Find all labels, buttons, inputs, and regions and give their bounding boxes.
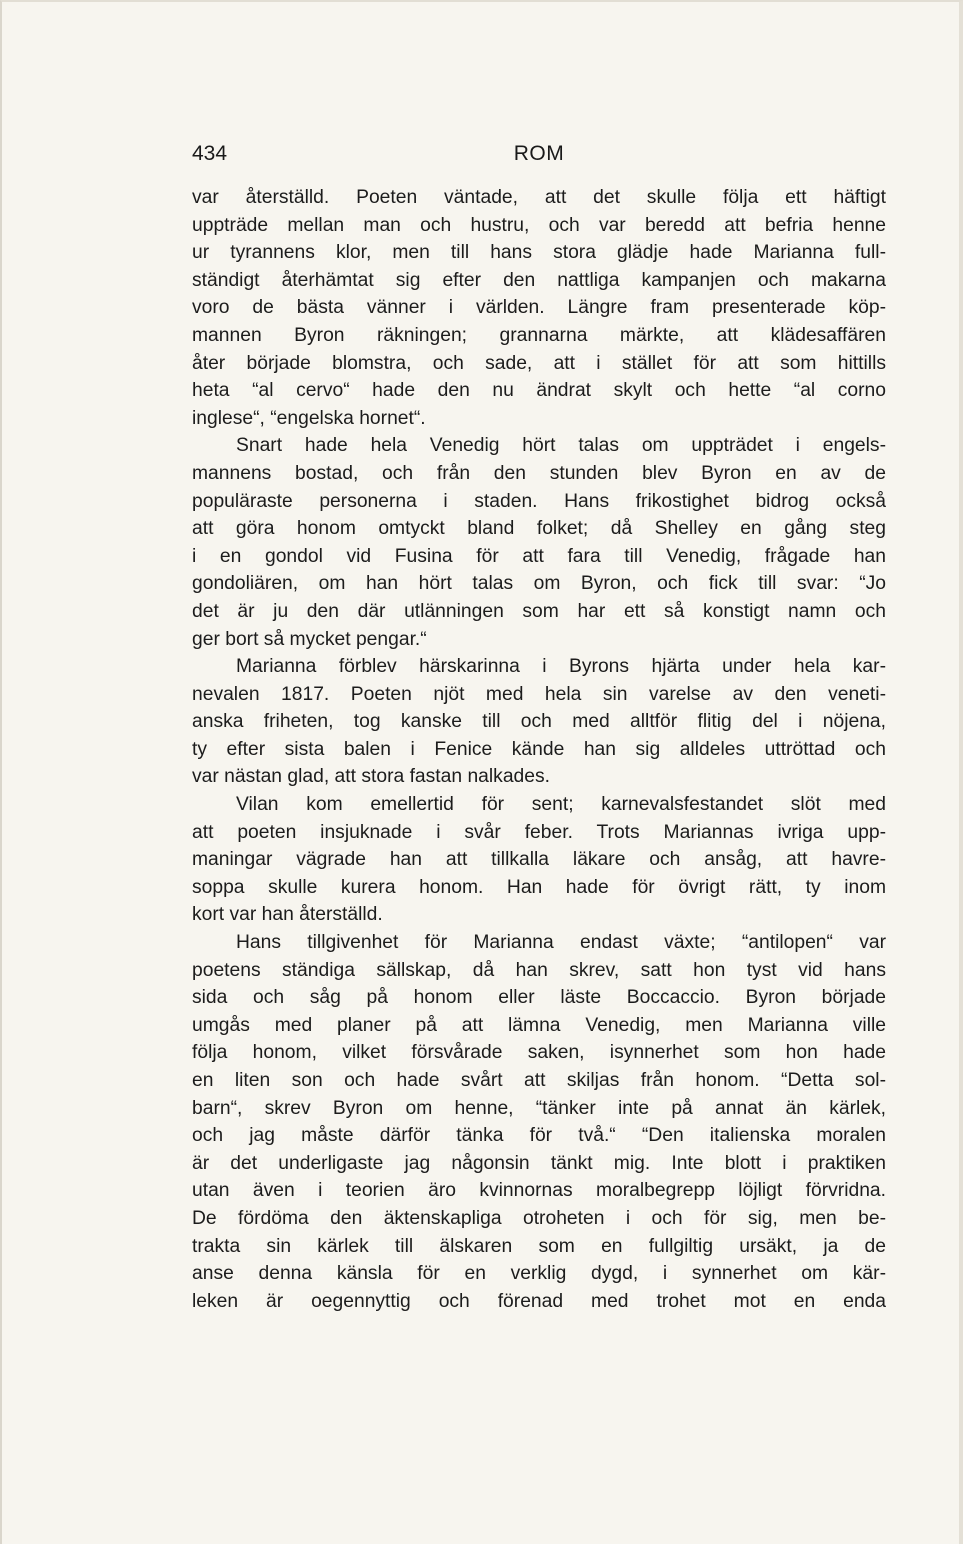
text-line: poetens ständiga sällskap, då han skrev, satt hon tyst vid hans (192, 959, 886, 981)
text-line: uppträde mellan man och hustru, och var beredd att befria henne (192, 214, 886, 236)
text-line: följa honom, vilket försvårade saken, isynnerhet som hon hade (192, 1042, 886, 1064)
text-line: Vilan kom emellertid för sent; karnevalsfestandet slöt med (236, 794, 886, 816)
text-line: var återställd. Poeten väntade, att det skulle följa ett häftigt (192, 187, 886, 208)
text-line: ständigt återhämtat sig efter den nattliga kampanjen och makarna (192, 269, 886, 291)
text-line: utan även i teorien äro kvinnornas moralbegrepp löjligt förvridna. (192, 1180, 886, 1202)
text-line: Hans tillgivenhet för Marianna endast växte; “antilopen“ var (236, 932, 886, 954)
text-line: Marianna förblev härskarinna i Byrons hjärta under hela kar- (236, 656, 886, 678)
text-line: sida och såg på honom eller läste Boccaccio. Byron började (192, 987, 886, 1009)
text-line: populäraste personerna i staden. Hans frikostighet bidrog också (192, 490, 886, 512)
text-line: anse denna känsla för en verklig dygd, i synnerhet om kär- (192, 1263, 886, 1285)
text-line: anska friheten, tog kanske till och med alltför flitig del i nöjena, (192, 711, 886, 733)
text-line: soppa skulle kurera honom. Han hade för övrigt rätt, ty inom (192, 876, 886, 898)
text-line: mannens bostad, och från den stunden blev Byron en av de (192, 462, 886, 484)
text-line: var nästan glad, att stora fastan nalkades. (192, 766, 550, 788)
text-line: i en gondol vid Fusina för att fara till Venedig, frågade han (192, 545, 886, 567)
page-header (192, 142, 886, 170)
text-line: umgås med planer på att lämna Venedig, men Marianna ville (192, 1014, 886, 1036)
text-line: trakta sin kärlek till älskaren som en fullgiltig ursäkt, ja de (192, 1235, 886, 1257)
text-line: ger bort så mycket pengar.“ (192, 628, 427, 650)
text-line: inglese“, “engelska hornet“. (192, 407, 426, 429)
text-line: voro de bästa vänner i världen. Längre fram presenterade köp- (192, 297, 886, 319)
text-line: leken är oegennyttig och förenad med trohet mot en enda (192, 1290, 886, 1312)
text-line: och jag måste därför tänka för två.“ “Den italienska moralen (192, 1125, 886, 1147)
text-line: nevalen 1817. Poeten njöt med hela sin varelse av den veneti- (192, 683, 886, 705)
text-line: maningar vägrade han att tillkalla läkare och ansåg, att havre- (192, 849, 886, 871)
text-line: De fördöma den äktenskapliga otroheten i och för sig, men be- (192, 1207, 886, 1229)
text-line: Snart hade hela Venedig hört talas om uppträdet i engels- (236, 435, 886, 457)
text-line: gondoliären, om han hört talas om Byron, och fick till svar: “Jo (192, 573, 886, 595)
text-line: ty efter sista balen i Fenice kände han sig alldeles uttröttad och (192, 738, 886, 760)
text-line: att göra honom omtyckt bland folket; då Shelley en gång steg (192, 518, 886, 540)
text-line: åter började blomstra, och sade, att i stället för att som hittills (192, 352, 886, 374)
page-number: 434 (192, 142, 228, 165)
text-line: att poeten insjuknade i svår feber. Trots Mariannas ivriga upp- (192, 821, 886, 843)
text-line: ur tyrannens klor, men till hans stora glädje hade Marianna full- (192, 242, 886, 264)
running-title: ROM (513, 142, 565, 165)
text-line: kort var han återställd. (192, 904, 383, 926)
text-line: mannen Byron räkningen; grannarna märkte, att klädesaffären (192, 324, 886, 346)
body-text (192, 184, 886, 1315)
text-line: en liten son och hade svårt att skiljas från honom. “Detta sol- (192, 1070, 886, 1091)
text-line: heta “al cervo“ hade den nu ändrat skylt och hette “al corno (192, 380, 886, 402)
text-line: barn“, skrev Byron om henne, “tänker inte på annat än kärlek, (192, 1097, 886, 1119)
text-line: det är ju den där utlänningen som har ett så konstigt namn och (192, 600, 886, 622)
text-line: är det underligaste jag någonsin tänkt mig. Inte blott i praktiken (192, 1152, 886, 1174)
